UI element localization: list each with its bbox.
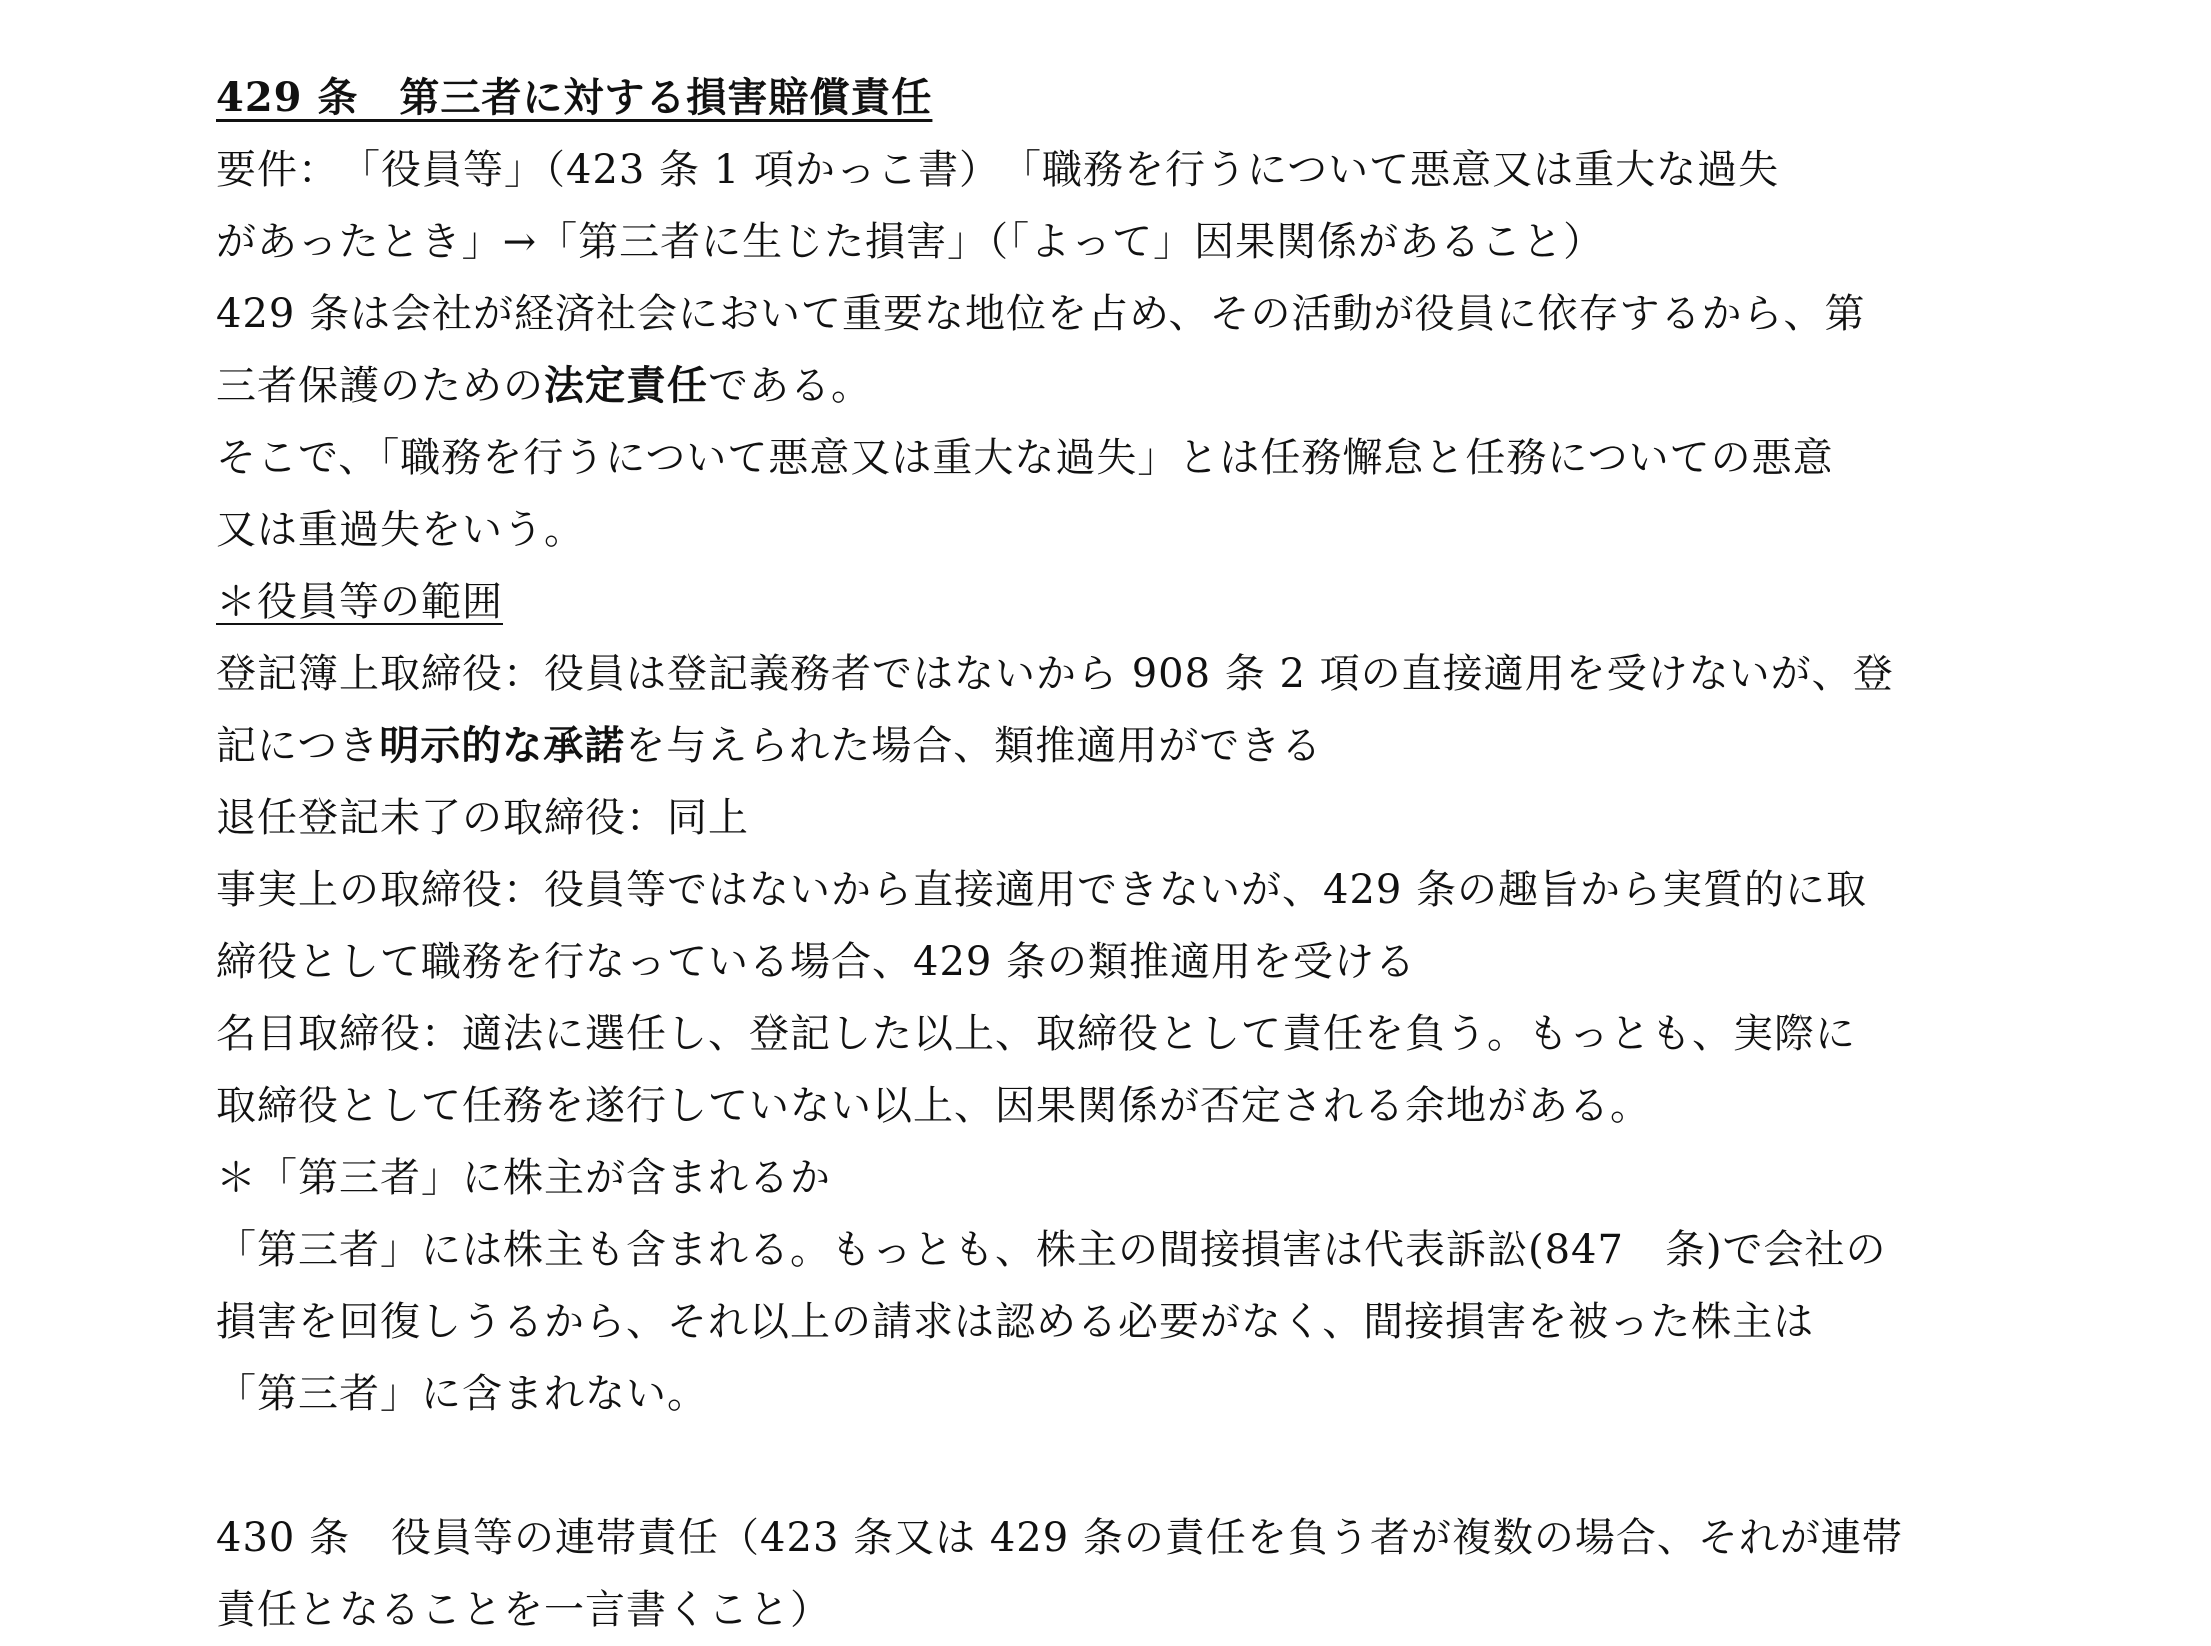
nominal-director-line-2: 取締役として任務を遂行していない以上、因果関係が否定される余地がある。 <box>216 1083 1651 1129</box>
shareholder-line-3: 「第三者」に含まれない。 <box>216 1371 708 1417</box>
nature-bold-term: 法定責任 <box>544 362 708 409</box>
retired-director-line: 退任登記未了の取締役：同上 <box>216 795 749 841</box>
meaning-line-1: そこで、「職務を行うについて悪意又は重大な過失」とは任務懈怠と任務についての悪意 <box>216 435 1834 481</box>
joint-liability-line-1: 430 条 役員等の連帯責任（423 条又は 429 条の責任を負う者が複数の場合、それが連帯 <box>216 1515 1903 1561</box>
section-title: 429 条 第三者に対する損害賠償責任 <box>216 74 933 121</box>
registry-director-line-2 <box>216 710 1936 782</box>
nature-line-2 <box>216 350 1936 422</box>
section-title-line <box>216 62 1936 134</box>
registry-bold-term: 明示的な承諾 <box>379 722 626 769</box>
meaning-line-2: 又は重過失をいう。 <box>216 507 585 553</box>
document-page <box>216 62 1936 1646</box>
nominal-director-line-1: 名目取締役：適法に選任し、登記した以上、取締役として責任を負う。もっとも、実際に <box>216 1011 1856 1057</box>
de-facto-director-line-2: 締役として職務を行なっている場合、429 条の類推適用を受ける <box>216 939 1417 985</box>
registry-director-line-1: 登記簿上取締役：役員は登記義務者ではないから 908 条 2 項の直接適用を受けないが、登 <box>216 651 1894 697</box>
registry-text-post: を与えられた場合、類推適用ができる <box>625 723 1323 769</box>
nature-line-1: 429 条は会社が経済社会において重要な地位を占め、その活動が役員に依存するから、第 <box>216 291 1866 337</box>
shareholder-heading: ＊「第三者」に株主が含まれるか <box>216 1155 831 1201</box>
blank-line <box>216 1430 1936 1502</box>
scope-heading-line <box>216 566 1936 638</box>
requirements-line-2: があったとき」→「第三者に生じた損害」（「よって」因果関係があること） <box>216 219 1605 265</box>
joint-liability-line-2: 責任となることを一言書くこと） <box>216 1587 831 1633</box>
scope-heading: ＊役員等の範囲 <box>216 579 503 625</box>
registry-text-pre: 記につき <box>216 723 380 769</box>
shareholder-line-1: 「第三者」には株主も含まれる。もっとも、株主の間接損害は代表訴訟(847 条)で会社の <box>216 1227 1887 1273</box>
nature-text-post: である。 <box>708 363 872 409</box>
nature-text-pre: 三者保護のための <box>216 363 544 409</box>
shareholder-line-2: 損害を回復しうるから、それ以上の請求は認める必要がなく、間接損害を被った株主は <box>216 1299 1815 1345</box>
de-facto-director-line-1: 事実上の取締役：役員等ではないから直接適用できないが、429 条の趣旨から実質的に取 <box>216 867 1868 913</box>
requirements-line-1: 要件： 「役員等」（423 条 1 項かっこ書） 「職務を行うについて悪意又は重大な過失 <box>216 147 1780 193</box>
